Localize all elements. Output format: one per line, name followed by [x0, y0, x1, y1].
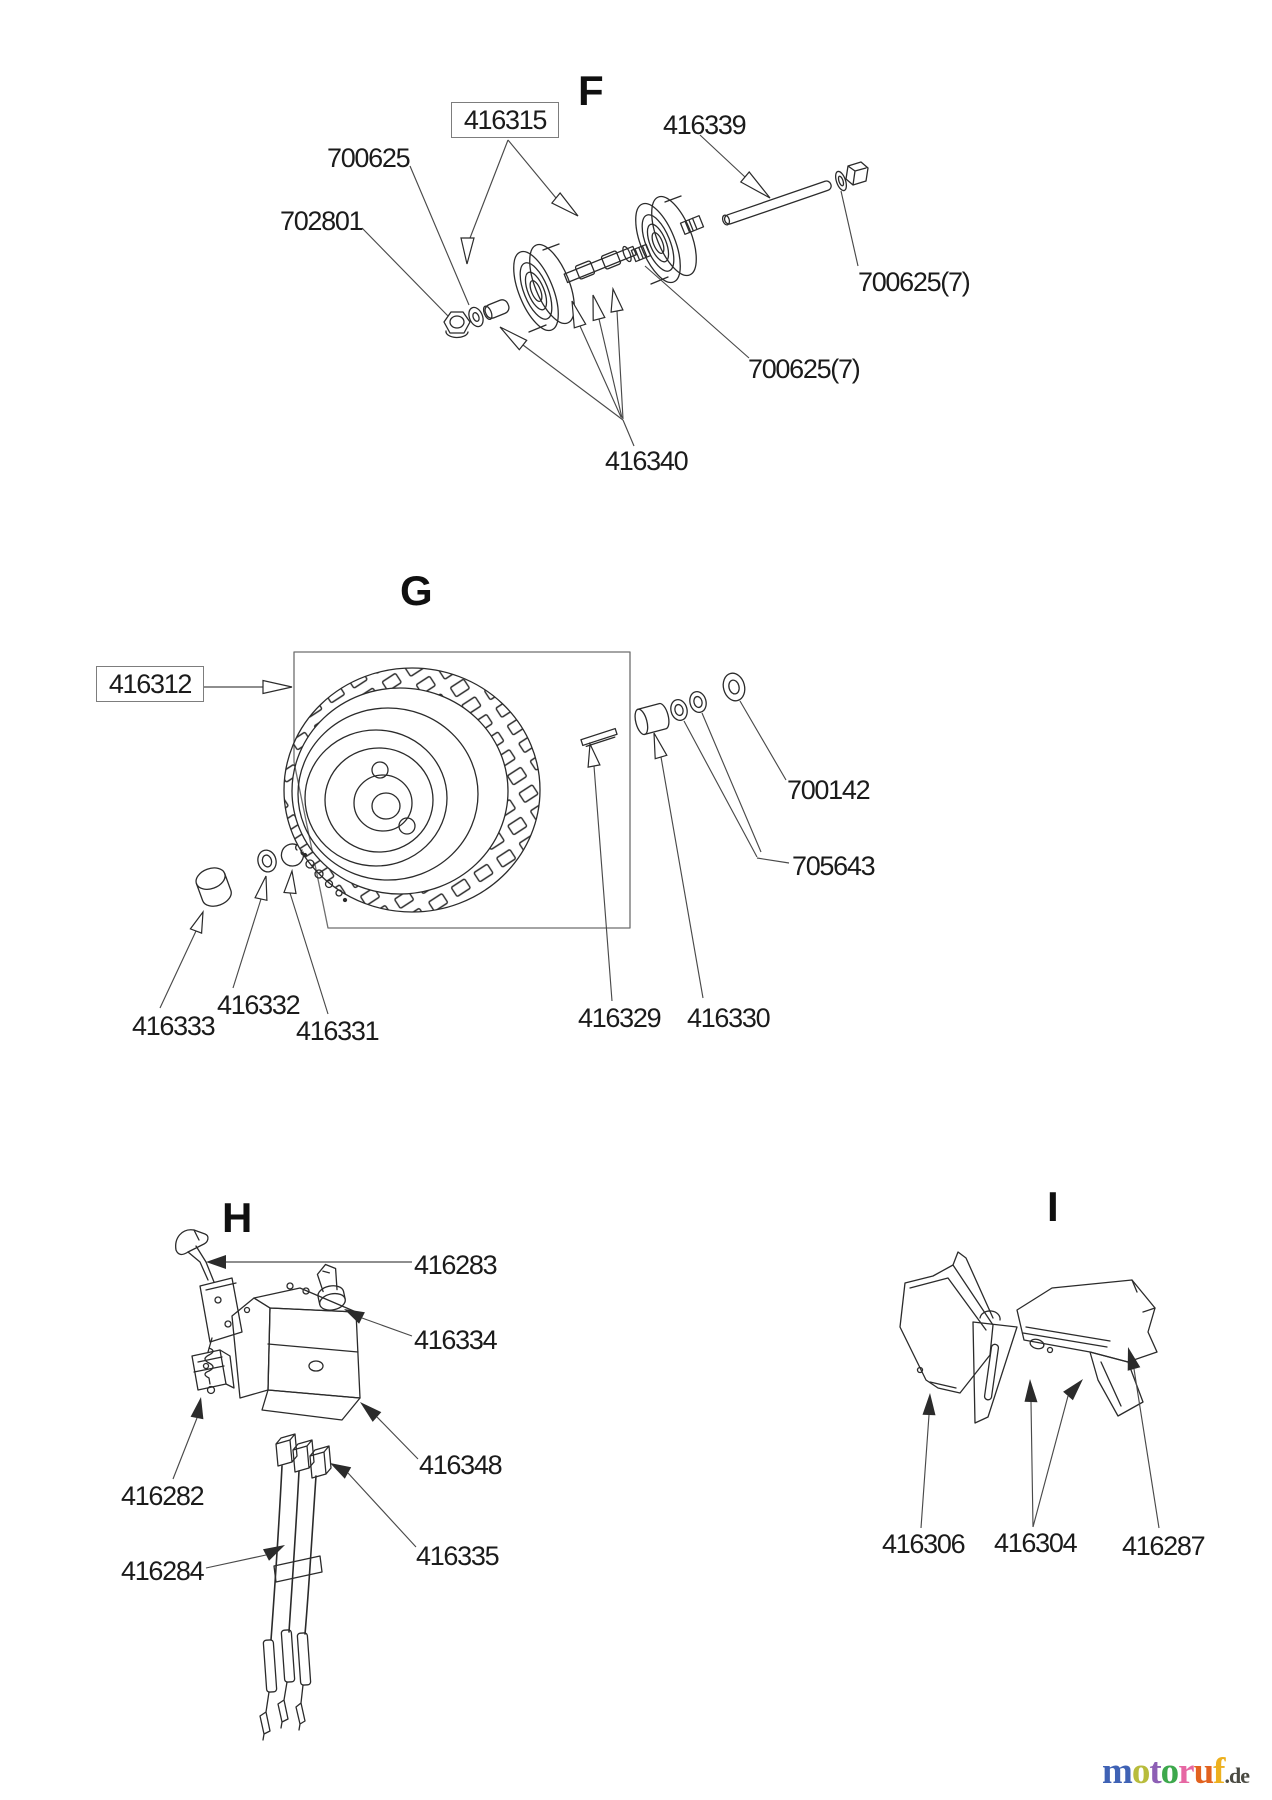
boxed-part-label-416312: 416312 — [96, 666, 204, 702]
control-lever-assembly-drawing — [176, 1230, 360, 1740]
logo-domain-suffix: .de — [1224, 1763, 1249, 1788]
part-label-416332: 416332 — [217, 990, 300, 1020]
part-label-700625-7: 700625(7) — [858, 267, 970, 297]
logo-letter: o — [1160, 1751, 1179, 1792]
roller-axle-assembly-drawing — [444, 162, 868, 338]
part-label-700142: 700142 — [787, 775, 870, 805]
callout-arrow-icon — [330, 1463, 351, 1479]
callout-arrow-icon — [588, 744, 600, 767]
part-label-416335: 416335 — [416, 1541, 499, 1571]
part-label-700625-7: 700625(7) — [748, 354, 860, 384]
callout-arrow-icon — [255, 876, 267, 900]
part-label-705643: 705643 — [792, 851, 875, 881]
part-label-416287: 416287 — [1122, 1531, 1205, 1561]
callout-arrow-icon — [1025, 1379, 1038, 1402]
section-title-g: G — [400, 567, 432, 614]
logo-letter: r — [1178, 1751, 1194, 1792]
section-g-leaders — [160, 681, 789, 1015]
section-title-i: I — [1047, 1183, 1058, 1230]
part-label-416329: 416329 — [578, 1003, 661, 1033]
callout-arrow-icon — [1063, 1379, 1083, 1400]
callout-arrow-icon — [741, 172, 770, 198]
callout-arrow-icon — [191, 1397, 204, 1419]
callout-arrow-icon — [500, 327, 527, 350]
part-label-416348: 416348 — [419, 1450, 502, 1480]
callout-arrow-icon — [190, 912, 203, 933]
section-f-leaders — [362, 135, 858, 446]
part-label-416339: 416339 — [663, 110, 746, 140]
callout-arrow-icon — [611, 289, 623, 312]
part-label-416340: 416340 — [605, 446, 688, 476]
logo-letter: f — [1213, 1751, 1225, 1792]
callout-arrow-icon — [552, 193, 578, 216]
logo-letter: o — [1131, 1751, 1150, 1792]
callout-arrow-icon — [923, 1393, 936, 1415]
callout-arrow-icon — [572, 301, 586, 328]
boxed-part-label-416315: 416315 — [451, 102, 559, 138]
part-label-416331: 416331 — [296, 1016, 379, 1046]
section-title-f: F — [578, 67, 603, 114]
part-label-416282: 416282 — [121, 1481, 204, 1511]
logo-letter: t — [1149, 1751, 1161, 1792]
logo-letter: m — [1102, 1751, 1132, 1792]
callout-arrow-icon — [654, 733, 667, 759]
part-label-416306: 416306 — [882, 1529, 965, 1559]
part-label-702801: 702801 — [280, 206, 363, 236]
part-label-416283: 416283 — [414, 1250, 497, 1280]
callout-arrow-icon — [206, 1255, 226, 1269]
callout-arrow-icon — [284, 871, 296, 894]
callout-arrow-icon — [593, 295, 605, 321]
wheel-assembly-drawing — [193, 652, 748, 928]
part-label-416330: 416330 — [687, 1003, 770, 1033]
part-label-416304: 416304 — [994, 1528, 1077, 1558]
motoruf-logo — [1102, 1753, 1249, 1790]
callout-arrow-icon — [263, 1545, 285, 1561]
callout-arrow-icon — [344, 1309, 365, 1324]
callout-arrow-icon — [461, 238, 474, 264]
part-label-416333: 416333 — [132, 1011, 215, 1041]
section-i-leaders — [921, 1347, 1159, 1528]
part-label-416334: 416334 — [414, 1325, 497, 1355]
callout-arrow-icon — [263, 681, 292, 694]
part-label-700625: 700625 — [327, 143, 410, 173]
logo-letter: u — [1193, 1751, 1214, 1792]
part-label-416284: 416284 — [121, 1556, 204, 1586]
section-title-h: H — [222, 1194, 252, 1241]
